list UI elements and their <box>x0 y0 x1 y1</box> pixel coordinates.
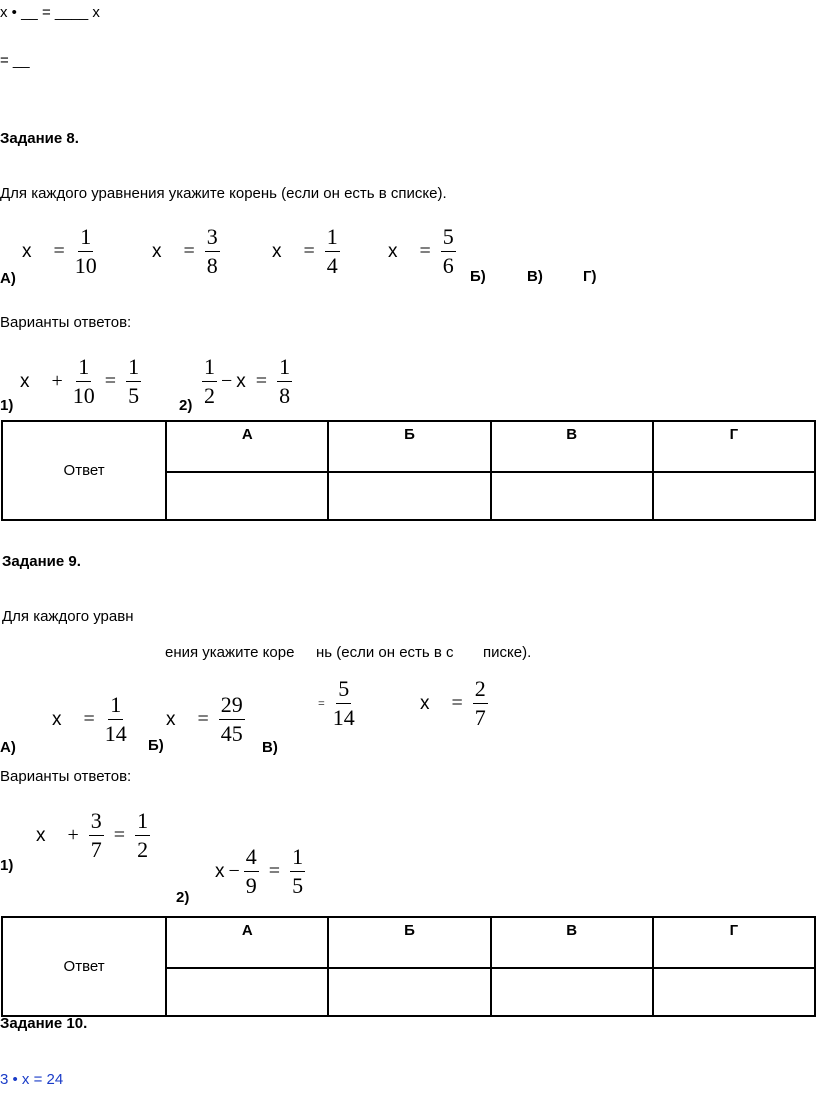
task9-root-d: x = $\frac{2}{7}$ <box>420 676 486 730</box>
task8-root-d: x = $\frac{5}{6}$ <box>388 224 454 278</box>
task8-option-2-label: 2) <box>179 397 193 414</box>
task9-col-a: А <box>166 917 328 968</box>
task9-letter-b: Б) <box>148 737 164 754</box>
task8-letter-b: Б) <box>470 268 486 285</box>
task8-root-c: x = $\frac{1}{4}$ <box>272 224 338 278</box>
task9-answer-cell-b[interactable] <box>328 968 490 1016</box>
task9-answer-cell-g[interactable] <box>653 968 815 1016</box>
task9-answer-cell-a[interactable] <box>166 968 328 1016</box>
task8-letter-g: Г) <box>583 268 597 285</box>
task8-title: Задание 8. <box>0 130 79 147</box>
task9-option-2-label: 2) <box>176 889 190 906</box>
task8-root-b: x = $\frac{3}{8}$ <box>152 224 218 278</box>
task9-instruction-part1: Для каждого уравн <box>2 608 134 625</box>
task9-root-a: x = $\frac{1}{14}$ <box>52 692 127 746</box>
task8-option-2: $\frac{1}{2}$ − x = $\frac{1}{8}$ <box>204 354 291 408</box>
task9-letter-v: В) <box>262 739 278 756</box>
task8-col-a: А <box>166 421 328 472</box>
task9-answer-table <box>1 916 816 1017</box>
task8-answer-cell-a[interactable] <box>166 472 328 520</box>
task8-col-g: Г <box>653 421 815 472</box>
blank-equation-line: x • __ = ____ x <box>0 4 100 21</box>
task9-root-b: x = $\frac{29}{45}$ <box>166 692 243 746</box>
task9-answer-row-label: Ответ <box>2 917 166 1016</box>
task9-col-v: В <box>491 917 653 968</box>
blank-result-line: = __ <box>0 52 30 69</box>
task8-root-a: x = $\frac{1}{10}$ <box>22 224 97 278</box>
task8-answer-row-label: Ответ <box>2 421 166 520</box>
task8-col-b: Б <box>328 421 490 472</box>
task8-letter-v: В) <box>527 268 543 285</box>
task8-option-1: x + $\frac{1}{10}$ = $\frac{1}{5}$ <box>20 354 140 408</box>
task9-instruction-part4: писке). <box>483 644 532 661</box>
task8-options-label: Варианты ответов: <box>0 314 132 331</box>
task9-option-1: x + $\frac{3}{7}$ = $\frac{1}{2}$ <box>36 808 149 862</box>
task8-answer-cell-g[interactable] <box>653 472 815 520</box>
task9-col-b: Б <box>328 917 490 968</box>
task10-title: Задание 10. <box>0 1015 88 1032</box>
task10-equation: 3 • x = 24 <box>0 1071 64 1088</box>
task9-root-c: = $\frac{5}{14}$ <box>318 676 355 730</box>
task8-answer-cell-b[interactable] <box>328 472 490 520</box>
task8-instruction: Для каждого уравнения укажите корень (если он есть в списке). <box>0 185 447 202</box>
task8-col-v: В <box>491 421 653 472</box>
task8-letter-a: А) <box>0 270 16 287</box>
task9-instruction-part3: нь (если он есть в с <box>316 644 454 661</box>
task9-option-1-label: 1) <box>0 857 14 874</box>
task9-title: Задание 9. <box>2 553 81 570</box>
task9-option-2: x − $\frac{4}{9}$ = $\frac{1}{5}$ <box>215 844 304 898</box>
task8-answer-table <box>1 420 816 521</box>
task8-answer-cell-v[interactable] <box>491 472 653 520</box>
task9-col-g: Г <box>653 917 815 968</box>
task9-instruction-part2: ения укажите коре <box>165 644 295 661</box>
task9-answer-cell-v[interactable] <box>491 968 653 1016</box>
task9-letter-a: А) <box>0 739 16 756</box>
task8-option-1-label: 1) <box>0 397 14 414</box>
task9-options-label: Варианты ответов: <box>0 768 132 785</box>
